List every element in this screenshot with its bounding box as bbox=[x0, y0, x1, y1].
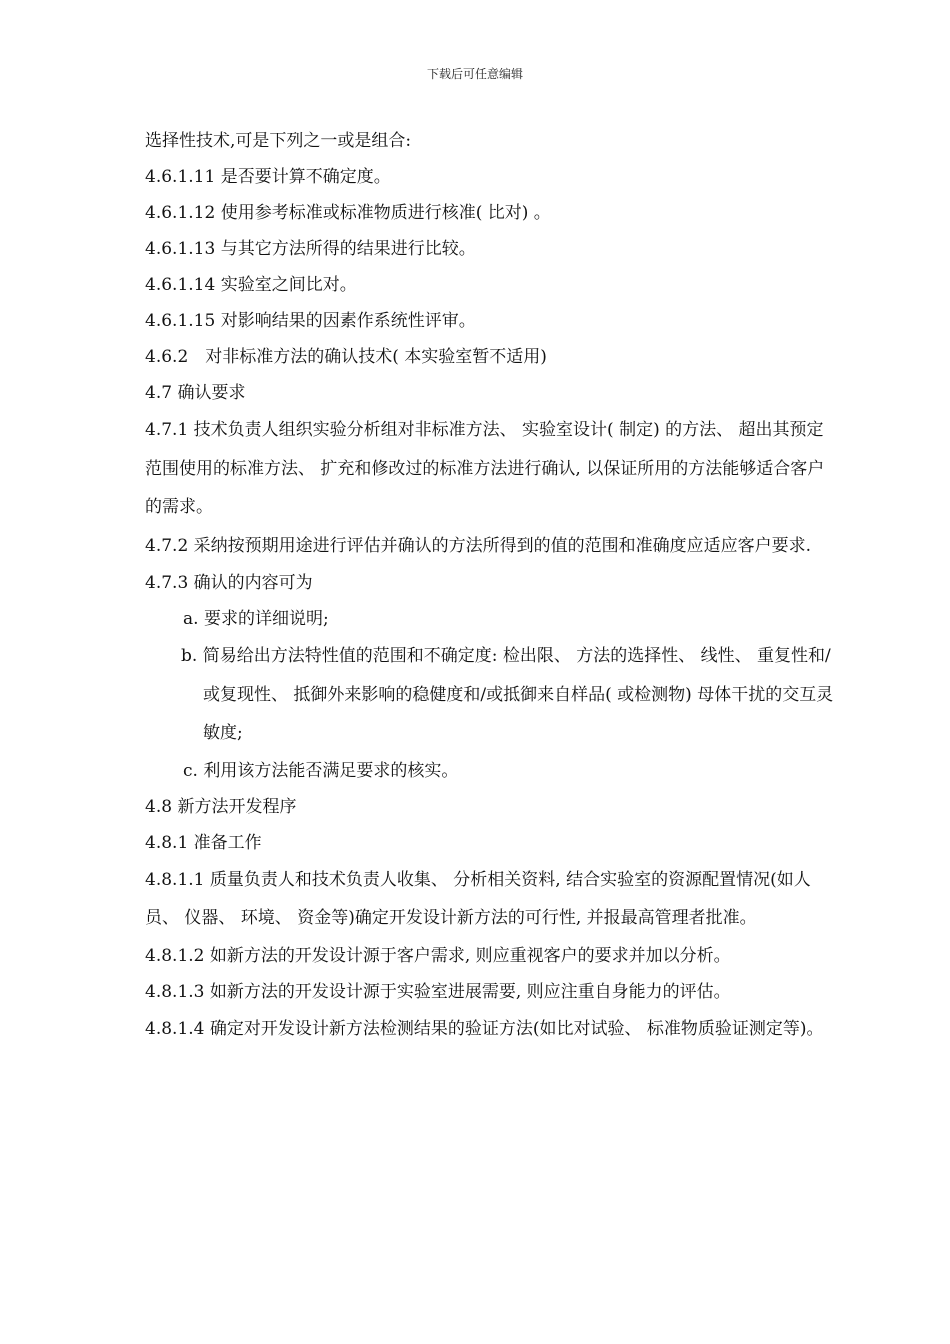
section-heading-4-7: 4.7 确认要求 bbox=[145, 383, 246, 403]
clause-4-6-1-15: 4.6.1.15 对影响结果的因素作系统性评审。 bbox=[145, 311, 476, 331]
list-item-a: a. 要求的详细说明; bbox=[183, 609, 329, 629]
clause-4-8-1: 4.8.1 准备工作 bbox=[145, 832, 262, 853]
clause-4-6-1-12: 4.6.1.12 使用参考标准或标准物质进行核准( 比对) 。 bbox=[145, 203, 551, 223]
clause-4-7-2: 4.7.2 采纳按预期用途进行评估并确认的方法所得到的值的范围和准确度应适应客户要求. bbox=[145, 535, 812, 556]
section-heading-4-8: 4.8 新方法开发程序 bbox=[145, 796, 297, 817]
paragraph-intro: 选择性技术,可是下列之一或是组合: bbox=[145, 131, 412, 151]
list-item-c: c. 利用该方法能否满足要求的核实。 bbox=[183, 760, 459, 781]
clause-4-7-3: 4.7.3 确认的内容可为 bbox=[145, 573, 313, 593]
clause-4-6-1-11: 4.6.1.11 是否要计算不确定度。 bbox=[145, 167, 391, 187]
document-body bbox=[145, 123, 835, 1048]
clause-4-8-1-3: 4.8.1.3 如新方法的开发设计源于实验室进展需要, 则应注重自身能力的评估。 bbox=[145, 981, 731, 1002]
clause-4-6-2: 4.6.2 对非标准方法的确认技术( 本实验室暂不适用) bbox=[145, 347, 547, 367]
clause-4-6-1-13: 4.6.1.13 与其它方法所得的结果进行比较。 bbox=[145, 239, 476, 259]
clause-4-7-1: 4.7.1 技术负责人组织实验分析组对非标准方法、 实验室设计( 制定) 的方法、 超出其预定范围使用的标准方法、 扩充和修改过的标准方法进行确认, 以保证所用的方法能够适合客户的需求。 bbox=[145, 420, 825, 517]
clause-4-8-1-4: 4.8.1.4 确定对开发设计新方法检测结果的验证方法(如比对试验、 标准物质验证测定等)。 bbox=[145, 1018, 824, 1039]
page-header: 下载后可任意编辑 bbox=[426, 67, 523, 81]
clause-4-6-1-14: 4.6.1.14 实验室之间比对。 bbox=[145, 275, 357, 295]
clause-4-8-1-1: 4.8.1.1 质量负责人和技术负责人收集、 分析相关资料, 结合实验室的资源配置情况(如人员、 仪器、 环境、 资金等)确定开发设计新方法的可行性, 并报最高管理者批准。 bbox=[145, 869, 811, 928]
clause-4-8-1-2: 4.8.1.2 如新方法的开发设计源于客户需求, 则应重视客户的要求并加以分析。 bbox=[145, 945, 731, 966]
list-item-b: b. 简易给出方法特性值的范围和不确定度: 检出限、 方法的选择性、 线性、 重复性和/或复现性、 抵御外来影响的稳健度和/或抵御来自样品( 或检测物) 母体干扰的交互灵敏度; bbox=[181, 646, 834, 743]
